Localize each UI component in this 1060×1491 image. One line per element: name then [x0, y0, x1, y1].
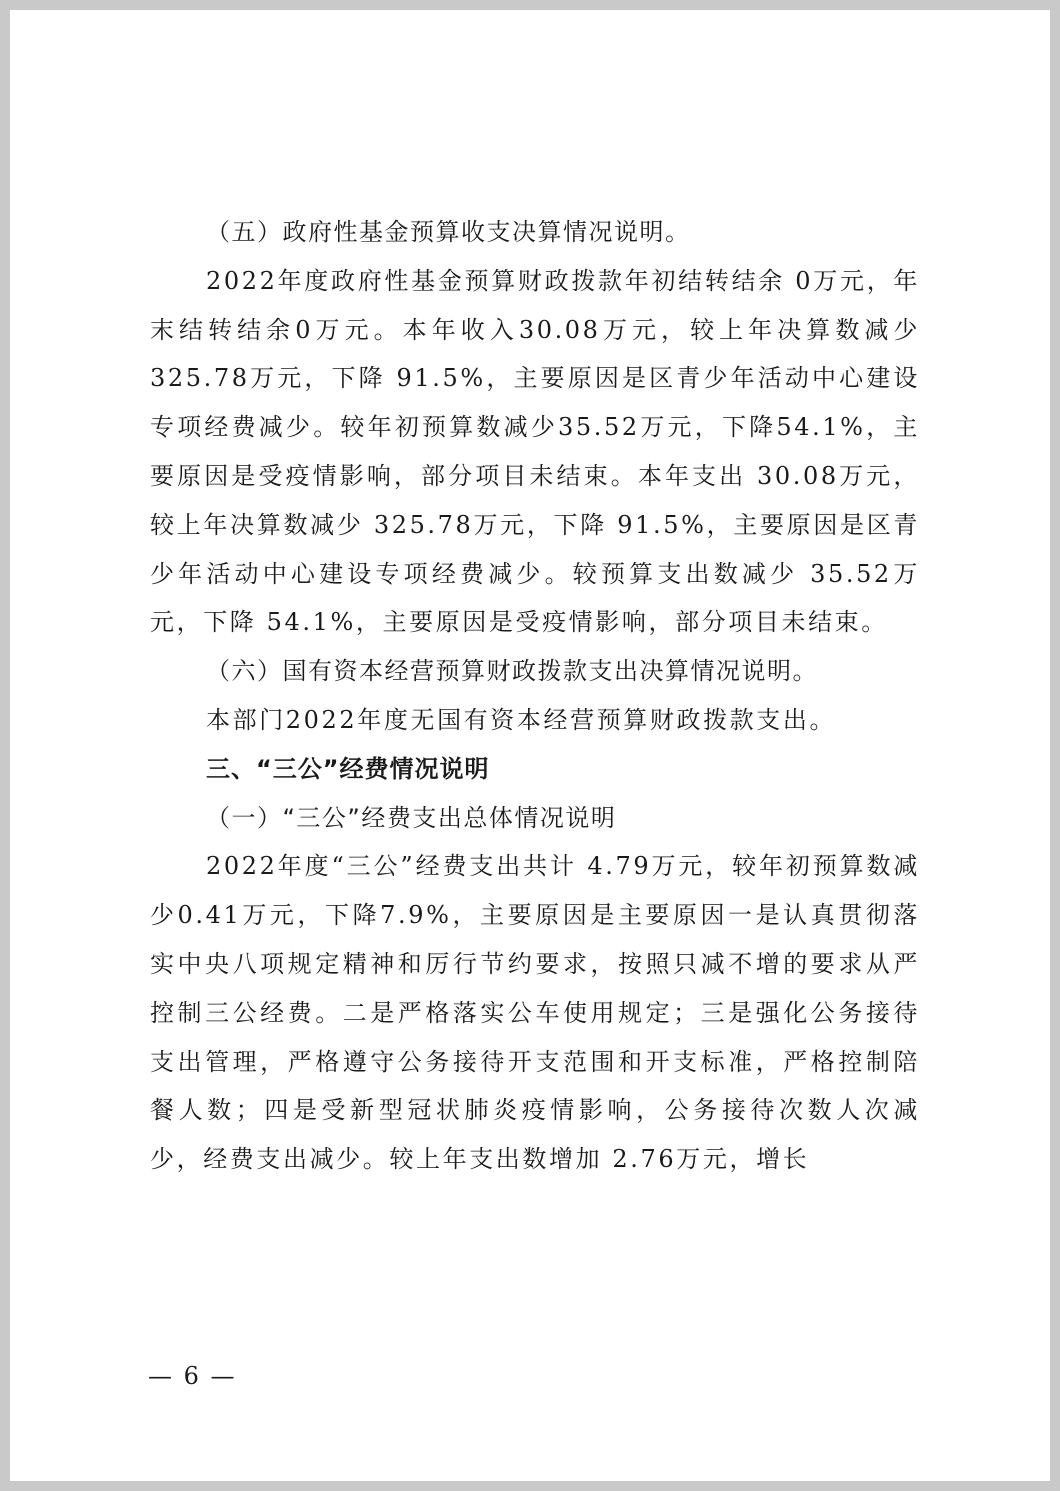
document-page	[10, 10, 1050, 1481]
section-heading-state-capital: （六）国有资本经营预算财政拨款支出决算情况说明。	[206, 657, 818, 686]
section-subheading-three-public-overall: （一）“三公”经费支出总体情况说明	[206, 803, 617, 832]
paragraph-fund-budget: 2022年度政府性基金预算财政拨款年初结转结余 0万元，年末结转结余0万元。本年收入30.08万元，较上年决算数减少325.78万元，下降 91.5%，主要原因是区青少年活动中心建设专项经费减少。较年初预算数减少35.52万元，下降54.1%，主要原因是受疫情影响，部分项目未结束。本年支出 30.08万元，较上年决算数减少 325.78万元，下降 91.5%，主要原因是区青少年活动中心建设专项经费减少。较预算支出数减少 35.52万元，下降 54.1%，主要原因是受疫情影响，部分项目未结束。	[150, 266, 920, 637]
document-body	[150, 208, 920, 1184]
page-number: — 6 —	[148, 1362, 237, 1390]
paragraph-three-public: 2022年度“三公”经费支出共计 4.79万元，较年初预算数减少0.41万元，下降7.9%，主要原因是主要原因一是认真贯彻落实中央八项规定精神和厉行节约要求，按照只减不增的要求从严控制三公经费。二是严格落实公车使用规定；三是强化公务接待支出管理，严格遵守公务接待开支范围和开支标准，严格控制陪餐人数；四是受新型冠状肺炎疫情影响，公务接待次数人次减少，经费支出减少。较上年支出数增加 2.76万元，增长	[150, 852, 920, 1174]
paragraph-state-capital: 本部门2022年度无国有资本经营预算财政拨款支出。	[206, 705, 837, 734]
section-heading-three-public: 三、“三公”经费情况说明	[206, 754, 490, 783]
section-heading-fund-budget: （五）政府性基金预算收支决算情况说明。	[206, 218, 691, 246]
